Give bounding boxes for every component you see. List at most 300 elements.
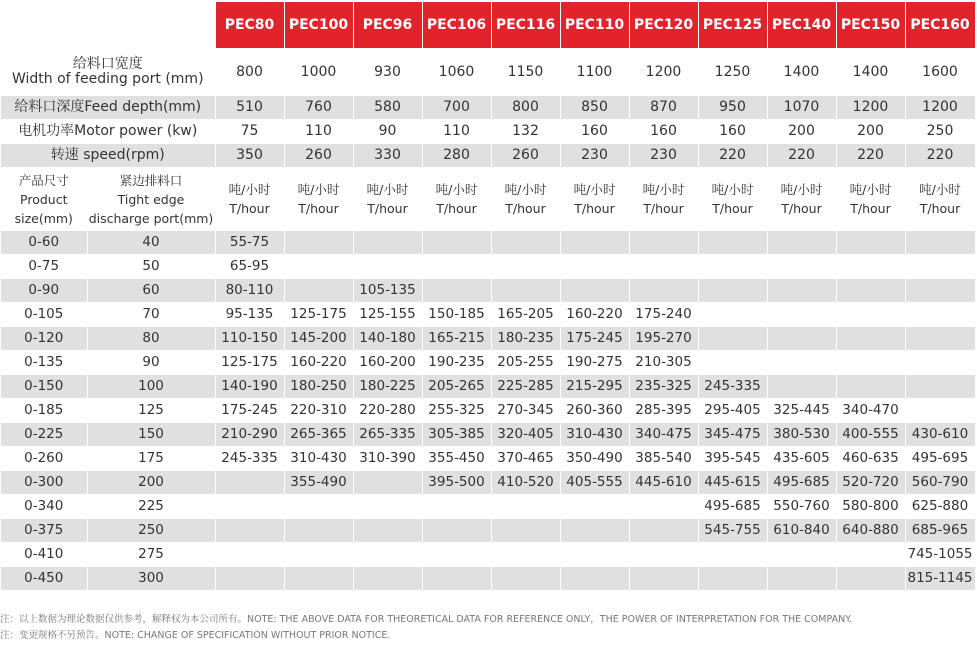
product-size-cell: 0-150 [1, 375, 87, 399]
product-size-cell: 0-410 [1, 543, 87, 567]
capacity-cell [491, 279, 560, 303]
discharge-port-cell: 275 [87, 543, 215, 567]
spec-value: 700 [422, 96, 491, 120]
spec-label-text: 给料口深度Feed depth(mm) [14, 99, 202, 115]
capacity-cell [491, 495, 560, 519]
capacity-cell: 285-395 [629, 399, 698, 423]
unit-cn: 吨/小时 [366, 182, 409, 197]
product-size-cell: 0-340 [1, 495, 87, 519]
model-header: PEC80 [215, 2, 284, 49]
spec-value: 950 [698, 96, 767, 120]
capacity-cell: 385-540 [629, 447, 698, 471]
capacity-cell [836, 375, 905, 399]
capacity-cell [560, 255, 629, 279]
capacity-cell [491, 543, 560, 567]
discharge-port-cell: 40 [87, 231, 215, 255]
capacity-cell [560, 543, 629, 567]
discharge-port-header [87, 168, 215, 231]
capacity-cell [905, 279, 975, 303]
capacity-cell [905, 399, 975, 423]
model-header: PEC106 [422, 2, 491, 49]
capacity-cell [629, 519, 698, 543]
unit-header [767, 168, 836, 231]
capacity-cell: 345-475 [698, 423, 767, 447]
capacity-cell [284, 255, 353, 279]
capacity-cell: 165-205 [491, 303, 560, 327]
capacity-cell: 545-755 [698, 519, 767, 543]
model-header: PEC100 [284, 2, 353, 49]
capacity-cell [698, 351, 767, 375]
spec-value: 110 [422, 120, 491, 144]
table-row [1, 423, 975, 447]
capacity-cell: 310-430 [560, 423, 629, 447]
table-row [1, 471, 975, 495]
model-header: PEC116 [491, 2, 560, 49]
capacity-cell [491, 519, 560, 543]
spec-value: 1200 [629, 49, 698, 96]
spec-value: 1400 [836, 49, 905, 96]
unit-cn: 吨/小时 [780, 182, 823, 197]
capacity-cell [284, 519, 353, 543]
capacity-cell: 400-555 [836, 423, 905, 447]
capacity-cell: 125-175 [284, 303, 353, 327]
capacity-cell [698, 303, 767, 327]
model-header: PEC110 [560, 2, 629, 49]
capacity-cell: 150-185 [422, 303, 491, 327]
spec-value: 220 [836, 144, 905, 168]
unit-en: T/hour [712, 201, 753, 216]
capacity-cell [836, 303, 905, 327]
capacity-cell [767, 375, 836, 399]
capacity-cell [629, 279, 698, 303]
table-row [1, 327, 975, 351]
capacity-cell: 495-685 [698, 495, 767, 519]
capacity-cell [353, 543, 422, 567]
spec-value: 870 [629, 96, 698, 120]
capacity-cell [353, 519, 422, 543]
model-header: PEC150 [836, 2, 905, 49]
capacity-cell: 205-265 [422, 375, 491, 399]
capacity-cell [767, 543, 836, 567]
spec-value: 1000 [284, 49, 353, 96]
capacity-cell: 80-110 [215, 279, 284, 303]
capacity-cell [629, 231, 698, 255]
capacity-cell: 175-245 [560, 327, 629, 351]
capacity-cell: 245-335 [698, 375, 767, 399]
capacity-cell: 220-280 [353, 399, 422, 423]
product-size-cell: 0-260 [1, 447, 87, 471]
capacity-cell: 190-275 [560, 351, 629, 375]
capacity-cell: 340-475 [629, 423, 698, 447]
capacity-cell [905, 231, 975, 255]
spec-label-cn: 给料口宽度 [72, 56, 143, 72]
capacity-cell [284, 279, 353, 303]
spec-value: 760 [284, 96, 353, 120]
product-size-cell: 0-60 [1, 231, 87, 255]
footnotes [0, 612, 852, 644]
unit-cn: 吨/小时 [228, 182, 271, 197]
spec-value: 200 [836, 120, 905, 144]
table-row [1, 375, 975, 399]
capacity-cell: 410-520 [491, 471, 560, 495]
capacity-cell: 245-335 [215, 447, 284, 471]
capacity-cell: 745-1055 [905, 543, 975, 567]
capacity-cell: 125-155 [353, 303, 422, 327]
discharge-port-cell: 125 [87, 399, 215, 423]
discharge-port-cell: 250 [87, 519, 215, 543]
discharge-port-cell: 100 [87, 375, 215, 399]
spec-row [1, 120, 975, 144]
model-header-row [1, 2, 975, 49]
unit-cn: 吨/小时 [711, 182, 754, 197]
capacity-cell: 340-470 [836, 399, 905, 423]
capacity-cell: 460-635 [836, 447, 905, 471]
unit-header [353, 168, 422, 231]
unit-en: T/hour [919, 201, 961, 216]
model-header: PEC160 [905, 2, 975, 49]
capacity-cell: 160-220 [560, 303, 629, 327]
capacity-cell [767, 351, 836, 375]
capacity-cell: 295-405 [698, 399, 767, 423]
spec-value: 1250 [698, 49, 767, 96]
spec-label [1, 96, 215, 120]
capacity-cell [767, 303, 836, 327]
capacity-cell [215, 471, 284, 495]
capacity-cell: 445-610 [629, 471, 698, 495]
table-row [1, 279, 975, 303]
capacity-cell [836, 327, 905, 351]
header-line: Tight edge [117, 191, 185, 207]
capacity-cell: 320-405 [491, 423, 560, 447]
unit-en: T/hour [436, 201, 477, 216]
capacity-cell: 355-450 [422, 447, 491, 471]
header-line: discharge port(mm) [88, 210, 214, 226]
capacity-cell: 370-465 [491, 447, 560, 471]
capacity-cell [422, 279, 491, 303]
capacity-cell: 520-720 [836, 471, 905, 495]
spec-value: 1150 [491, 49, 560, 96]
discharge-port-cell: 300 [87, 567, 215, 591]
spec-value: 160 [698, 120, 767, 144]
capacity-cell [767, 327, 836, 351]
product-size-cell: 0-90 [1, 279, 87, 303]
discharge-port-cell: 60 [87, 279, 215, 303]
spec-label [1, 49, 215, 96]
capacity-cell: 220-310 [284, 399, 353, 423]
capacity-cell: 225-285 [491, 375, 560, 399]
capacity-cell [905, 351, 975, 375]
unit-header [284, 168, 353, 231]
table-row [1, 447, 975, 471]
unit-header [629, 168, 698, 231]
unit-en: T/hour [643, 201, 684, 216]
capacity-cell [836, 255, 905, 279]
unit-header [836, 168, 905, 231]
unit-header [491, 168, 560, 231]
table-row [1, 303, 975, 327]
capacity-cell [836, 279, 905, 303]
capacity-cell [767, 279, 836, 303]
unit-cn: 吨/小时 [297, 182, 340, 197]
spec-value: 75 [215, 120, 284, 144]
discharge-port-cell: 90 [87, 351, 215, 375]
capacity-cell [422, 231, 491, 255]
capacity-cell [836, 543, 905, 567]
capacity-cell: 625-880 [905, 495, 975, 519]
spec-value: 200 [767, 120, 836, 144]
capacity-cell [560, 231, 629, 255]
unit-cn: 吨/小时 [919, 182, 961, 197]
capacity-cell [698, 327, 767, 351]
spec-value: 110 [284, 120, 353, 144]
capacity-cell [905, 327, 975, 351]
capacity-cell: 160-220 [284, 351, 353, 375]
unit-cn: 吨/小时 [435, 182, 478, 197]
capacity-cell: 560-790 [905, 471, 975, 495]
spec-table [1, 2, 976, 591]
model-header: PEC125 [698, 2, 767, 49]
spec-value: 800 [215, 49, 284, 96]
capacity-cell: 255-325 [422, 399, 491, 423]
spec-label-en: Width of feeding port (mm) [11, 71, 204, 87]
spec-value: 1060 [422, 49, 491, 96]
capacity-cell: 140-180 [353, 327, 422, 351]
spec-value: 260 [284, 144, 353, 168]
capacity-cell: 445-615 [698, 471, 767, 495]
spec-value: 1600 [905, 49, 975, 96]
spec-value: 580 [353, 96, 422, 120]
spec-table-body [1, 2, 975, 591]
capacity-cell: 310-430 [284, 447, 353, 471]
unit-cn: 吨/小时 [849, 182, 892, 197]
header-blank-cell [1, 2, 215, 49]
capacity-cell: 580-800 [836, 495, 905, 519]
capacity-cell [698, 543, 767, 567]
capacity-cell: 180-235 [491, 327, 560, 351]
capacity-cell: 325-445 [767, 399, 836, 423]
product-size-header [1, 168, 87, 231]
capacity-cell: 205-255 [491, 351, 560, 375]
spec-value: 350 [215, 144, 284, 168]
capacity-cell [284, 567, 353, 591]
capacity-cell: 175-245 [215, 399, 284, 423]
capacity-cell: 815-1145 [905, 567, 975, 591]
capacity-cell: 305-385 [422, 423, 491, 447]
capacity-cell [422, 519, 491, 543]
table-row [1, 231, 975, 255]
capacity-cell [422, 543, 491, 567]
capacity-cell: 190-235 [422, 351, 491, 375]
capacity-cell [629, 255, 698, 279]
capacity-cell [905, 303, 975, 327]
capacity-cell [353, 495, 422, 519]
capacity-cell: 265-365 [284, 423, 353, 447]
unit-en: T/hour [781, 201, 822, 216]
capacity-cell [629, 567, 698, 591]
spec-value: 1070 [767, 96, 836, 120]
product-size-cell: 0-450 [1, 567, 87, 591]
capacity-cell: 105-135 [353, 279, 422, 303]
spec-row [1, 144, 975, 168]
capacity-cell [215, 567, 284, 591]
capacity-cell: 55-75 [215, 231, 284, 255]
unit-en: T/hour [298, 201, 339, 216]
capacity-cell: 260-360 [560, 399, 629, 423]
capacity-cell: 395-545 [698, 447, 767, 471]
capacity-cell: 350-490 [560, 447, 629, 471]
table-row [1, 519, 975, 543]
spec-value: 1100 [560, 49, 629, 96]
unit-en: T/hour [505, 201, 546, 216]
table-row [1, 567, 975, 591]
capacity-cell: 265-335 [353, 423, 422, 447]
capacity-cell [353, 255, 422, 279]
capacity-cell: 65-95 [215, 255, 284, 279]
spec-value: 260 [491, 144, 560, 168]
product-size-cell: 0-135 [1, 351, 87, 375]
spec-value: 160 [629, 120, 698, 144]
capacity-cell: 160-200 [353, 351, 422, 375]
capacity-cell: 405-555 [560, 471, 629, 495]
unit-cn: 吨/小时 [642, 182, 685, 197]
capacity-cell [215, 495, 284, 519]
capacity-cell [491, 231, 560, 255]
table-row [1, 351, 975, 375]
table-row [1, 495, 975, 519]
header-line: size(mm) [14, 210, 73, 226]
discharge-port-cell: 80 [87, 327, 215, 351]
product-size-cell: 0-105 [1, 303, 87, 327]
capacity-cell [836, 351, 905, 375]
capacity-cell [422, 255, 491, 279]
spec-value: 160 [560, 120, 629, 144]
model-header: PEC96 [353, 2, 422, 49]
spec-value: 930 [353, 49, 422, 96]
spec-value: 330 [353, 144, 422, 168]
unit-header [560, 168, 629, 231]
capacity-cell [560, 495, 629, 519]
capacity-cell [284, 231, 353, 255]
table-row [1, 543, 975, 567]
capacity-cell: 165-215 [422, 327, 491, 351]
capacity-cell: 180-225 [353, 375, 422, 399]
capacity-cell: 310-390 [353, 447, 422, 471]
spec-value: 280 [422, 144, 491, 168]
model-header: PEC120 [629, 2, 698, 49]
capacity-cell: 355-490 [284, 471, 353, 495]
capacity-cell: 435-605 [767, 447, 836, 471]
capacity-cell: 380-530 [767, 423, 836, 447]
capacity-cell [353, 231, 422, 255]
capacity-cell: 215-295 [560, 375, 629, 399]
capacity-cell [284, 495, 353, 519]
spec-value: 850 [560, 96, 629, 120]
capacity-cell [422, 567, 491, 591]
capacity-cell: 210-305 [629, 351, 698, 375]
header-line: Product [20, 191, 68, 207]
capacity-cell [698, 567, 767, 591]
table-row [1, 255, 975, 279]
footnote: 注：变更规格不另预告。NOTE: CHANGE OF SPECIFICATION WITHOUT PRIOR NOTICE. [0, 630, 391, 641]
capacity-cell [905, 255, 975, 279]
spec-label-text: 转速 speed(rpm) [50, 147, 165, 163]
spec-value: 800 [491, 96, 560, 120]
unit-header [422, 168, 491, 231]
spec-value: 90 [353, 120, 422, 144]
capacity-cell: 195-270 [629, 327, 698, 351]
capacity-cell [836, 231, 905, 255]
capacity-cell: 180-250 [284, 375, 353, 399]
capacity-cell [491, 567, 560, 591]
capacity-cell: 235-325 [629, 375, 698, 399]
spec-value: 1200 [836, 96, 905, 120]
capacity-cell: 270-345 [491, 399, 560, 423]
capacity-cell: 610-840 [767, 519, 836, 543]
capacity-cell: 395-500 [422, 471, 491, 495]
capacity-cell: 495-695 [905, 447, 975, 471]
spec-label-text: 电机功率Motor power (kw) [18, 123, 198, 139]
discharge-port-cell: 225 [87, 495, 215, 519]
capacity-cell [767, 231, 836, 255]
spec-value: 220 [698, 144, 767, 168]
capacity-cell: 95-135 [215, 303, 284, 327]
capacity-cell [284, 543, 353, 567]
spec-value: 220 [767, 144, 836, 168]
unit-header [698, 168, 767, 231]
spec-value: 510 [215, 96, 284, 120]
spec-label [1, 120, 215, 144]
column-subheader-row [1, 168, 975, 231]
spec-value: 230 [560, 144, 629, 168]
unit-en: T/hour [574, 201, 615, 216]
capacity-cell [353, 471, 422, 495]
capacity-cell [629, 543, 698, 567]
capacity-cell [767, 255, 836, 279]
unit-header [215, 168, 284, 231]
spec-value: 220 [905, 144, 975, 168]
unit-en: T/hour [229, 201, 270, 216]
product-size-cell: 0-375 [1, 519, 87, 543]
capacity-cell [629, 495, 698, 519]
capacity-cell: 550-760 [767, 495, 836, 519]
capacity-cell [491, 255, 560, 279]
capacity-cell: 125-175 [215, 351, 284, 375]
product-size-cell: 0-225 [1, 423, 87, 447]
discharge-port-cell: 175 [87, 447, 215, 471]
spec-row [1, 96, 975, 120]
spec-value: 1200 [905, 96, 975, 120]
discharge-port-cell: 150 [87, 423, 215, 447]
unit-header [905, 168, 975, 231]
capacity-cell [353, 567, 422, 591]
capacity-cell [560, 519, 629, 543]
discharge-port-cell: 70 [87, 303, 215, 327]
capacity-cell [767, 567, 836, 591]
discharge-port-cell: 50 [87, 255, 215, 279]
capacity-cell [698, 231, 767, 255]
capacity-cell [905, 375, 975, 399]
spec-row [1, 49, 975, 96]
capacity-cell: 685-965 [905, 519, 975, 543]
spec-label [1, 144, 215, 168]
product-size-cell: 0-185 [1, 399, 87, 423]
table-row [1, 399, 975, 423]
capacity-cell: 175-240 [629, 303, 698, 327]
capacity-cell [698, 279, 767, 303]
capacity-cell: 145-200 [284, 327, 353, 351]
spec-value: 250 [905, 120, 975, 144]
product-size-cell: 0-120 [1, 327, 87, 351]
